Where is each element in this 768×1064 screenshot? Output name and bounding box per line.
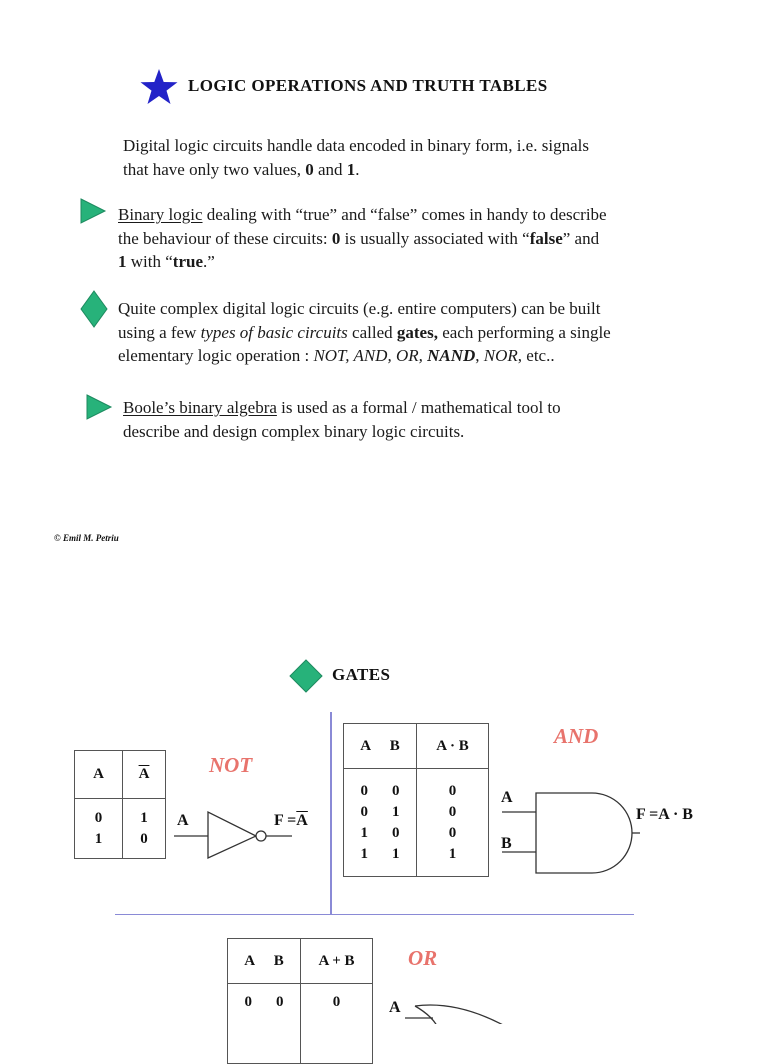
diamond-bullet-icon — [288, 658, 324, 694]
and-output-col: 0 0 0 1 — [417, 769, 489, 877]
or-truth-table — [227, 938, 373, 1064]
or-input-a-label: A — [389, 999, 401, 1016]
or-header-ab: A B — [228, 939, 301, 984]
vertical-divider — [330, 712, 332, 915]
col-not-a: 1 0 — [123, 799, 166, 859]
intro-paragraph: Digital logic circuits handle data encoded in binary form, i.e. signals that have only two values, 0 and 1. — [123, 136, 589, 179]
not-truth-table — [74, 750, 166, 859]
and-input-a-label: A — [501, 789, 513, 806]
binary-logic-paragraph: Binary logic dealing with “true” and “false” comes in handy to describe the behaviour of these circuits: 0 is usually associated with “false” and 1 with “true.” — [118, 205, 607, 271]
and-header-out: A · B — [417, 724, 489, 769]
header-not-a: $\overline{A}$ — [123, 751, 166, 799]
or-header-out: A + B — [301, 939, 373, 984]
and-inputs: 0 0 1 1 0 1 0 1 — [344, 769, 417, 877]
gates-title: GATES — [332, 665, 391, 684]
copyright: © Emil M. Petriu — [54, 533, 119, 543]
or-inputs: 0 0 — [228, 984, 301, 1064]
header-a: A — [75, 751, 123, 799]
not-output-label: $F =\overline{A}$ — [274, 812, 308, 829]
not-gate-name: NOT — [209, 753, 253, 777]
not-input-label: A — [177, 812, 189, 829]
and-output-label: F =A · B — [636, 806, 693, 823]
star-icon — [139, 68, 179, 106]
or-output-col: 0 — [301, 984, 373, 1064]
diamond-bullet-icon — [80, 290, 108, 328]
triangle-bullet-icon — [79, 198, 107, 224]
col-a: 0 1 — [75, 799, 123, 859]
or-gate-name: OR — [408, 946, 438, 970]
boole-paragraph: Boole’s binary algebra is used as a formal / mathematical tool to describe and design complex binary logic circuits. — [123, 398, 561, 441]
and-gate-symbol — [500, 790, 640, 876]
and-truth-table — [343, 723, 489, 877]
and-gate-name: AND — [554, 724, 599, 748]
or-gate-symbol — [395, 996, 515, 1024]
and-input-b-label: B — [501, 835, 512, 852]
triangle-bullet-icon — [85, 394, 113, 420]
and-header-ab: A B — [344, 724, 417, 769]
slide-title: LOGIC OPERATIONS AND TRUTH TABLES — [188, 76, 548, 95]
gates-paragraph: Quite complex digital logic circuits (e.g. entire computers) can be built using a few types of basic circuits called gates, each performing a single elementary logic operation : NOT, AND, OR, NAND, NOR, etc.. — [118, 299, 611, 365]
horizontal-divider — [115, 914, 634, 915]
